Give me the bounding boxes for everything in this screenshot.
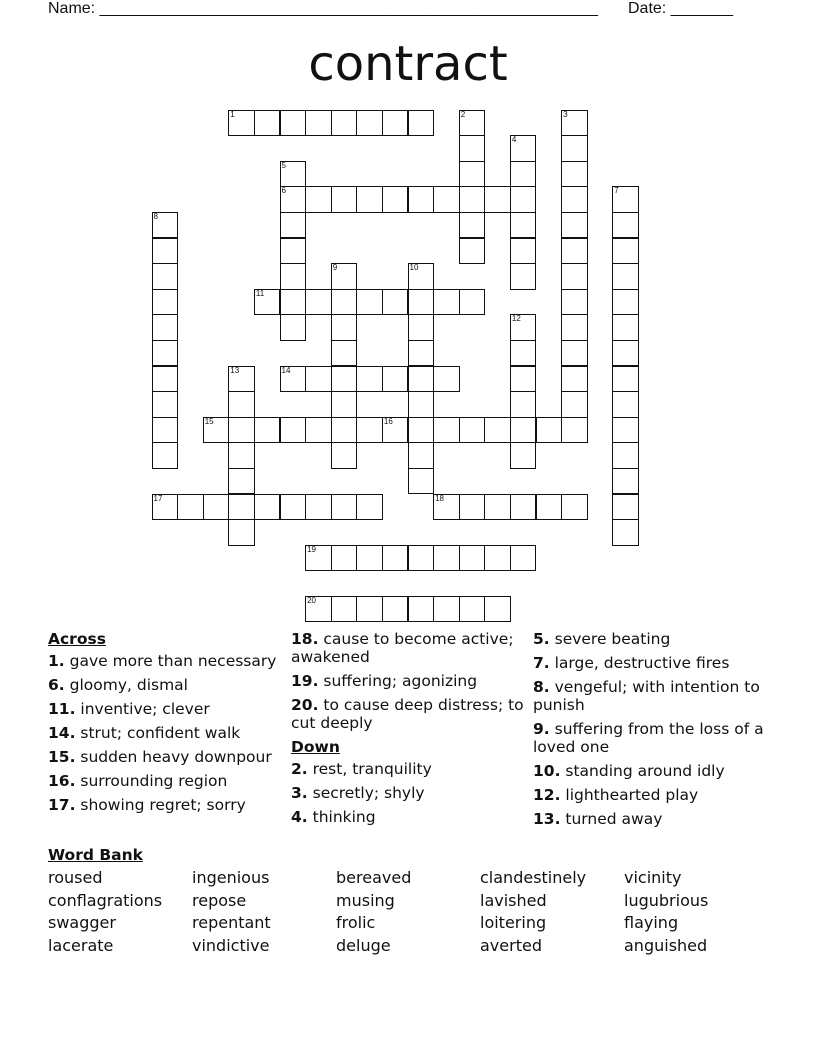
word-bank-item: clandestinely — [480, 868, 587, 887]
grid-cell[interactable] — [484, 494, 511, 521]
grid-cell[interactable] — [433, 545, 460, 572]
grid-cell[interactable] — [203, 494, 230, 521]
grid-cell[interactable] — [561, 238, 588, 265]
grid-cell[interactable] — [331, 289, 358, 316]
grid-cell[interactable] — [561, 161, 588, 188]
word-bank-item: lugubrious — [624, 890, 709, 910]
grid-cell[interactable] — [459, 494, 486, 521]
grid-cell[interactable] — [561, 135, 588, 162]
word-bank-item: repentant — [192, 913, 271, 933]
grid-cell[interactable] — [382, 596, 409, 623]
grid-cell[interactable] — [484, 186, 511, 213]
grid-cell[interactable] — [280, 212, 307, 239]
clue-number: 14 — [281, 365, 291, 375]
clue-number: 20 — [307, 595, 316, 605]
down-clue: 3. secretly; shyly — [291, 784, 425, 802]
grid-cell[interactable] — [228, 366, 255, 393]
down-clue: 12. lighthearted play — [533, 786, 699, 804]
clue-number: 6 — [281, 186, 286, 196]
grid-cell[interactable] — [331, 442, 358, 469]
grid-cell[interactable] — [382, 186, 409, 213]
grid-cell[interactable] — [152, 442, 179, 469]
clue-number: 7 — [614, 186, 619, 196]
grid-cell[interactable] — [612, 417, 639, 444]
grid-cell[interactable] — [510, 340, 537, 367]
grid-cell[interactable] — [561, 391, 588, 418]
grid-cell[interactable] — [305, 289, 332, 316]
grid-cell[interactable] — [433, 186, 460, 213]
clue-number: 15 — [204, 416, 214, 426]
clue-number: 8 — [153, 211, 158, 221]
grid-cell[interactable] — [356, 110, 383, 137]
clue-number: 9 — [332, 263, 338, 273]
grid-cell[interactable] — [459, 238, 486, 265]
grid-cell[interactable] — [254, 289, 281, 316]
grid-cell[interactable] — [356, 186, 383, 213]
grid-cell[interactable] — [484, 545, 511, 572]
grid-cell[interactable] — [408, 340, 435, 367]
grid-cell[interactable] — [408, 186, 435, 213]
grid-cell[interactable] — [484, 417, 511, 444]
grid-cell[interactable] — [152, 494, 179, 521]
grid-cell[interactable] — [152, 238, 179, 265]
grid-cell[interactable] — [459, 161, 486, 188]
grid-cell[interactable] — [331, 417, 358, 444]
grid-cell[interactable] — [331, 314, 358, 341]
grid-cell[interactable] — [561, 494, 588, 521]
grid-cell[interactable] — [459, 596, 486, 623]
grid-cell[interactable] — [561, 366, 588, 393]
grid-cell[interactable] — [612, 314, 639, 341]
across-clue: 18. cause to become active; awakened — [291, 630, 514, 666]
grid-cell[interactable] — [459, 110, 486, 137]
grid-cell[interactable] — [408, 110, 435, 137]
across-clue: 11. inventive; clever — [48, 700, 210, 718]
grid-cell[interactable] — [331, 545, 358, 572]
grid-cell[interactable] — [561, 417, 588, 444]
grid-cell[interactable] — [510, 212, 537, 239]
grid-cell[interactable] — [356, 289, 383, 316]
across-clue: 17. showing regret; sorry — [48, 796, 246, 814]
grid-cell[interactable] — [280, 494, 307, 521]
date-label: Date: _______ — [628, 0, 733, 17]
grid-cell[interactable] — [561, 289, 588, 316]
grid-cell[interactable] — [356, 366, 383, 393]
grid-cell[interactable] — [228, 442, 255, 469]
grid-cell[interactable] — [612, 238, 639, 265]
grid-cell[interactable] — [408, 442, 435, 469]
grid-cell[interactable] — [280, 110, 307, 137]
grid-cell[interactable] — [280, 238, 307, 265]
grid-cell[interactable] — [510, 494, 537, 521]
grid-cell[interactable] — [561, 314, 588, 341]
grid-cell[interactable] — [203, 417, 230, 444]
grid-cell[interactable] — [510, 366, 537, 393]
grid-cell[interactable] — [510, 417, 537, 444]
down-clue: 10. standing around idly — [533, 762, 725, 780]
grid-cell[interactable] — [561, 263, 588, 290]
grid-cell[interactable] — [228, 391, 255, 418]
clue-number: 13 — [230, 365, 240, 375]
word-bank-item: frolic — [336, 913, 376, 933]
grid-cell[interactable] — [280, 314, 307, 341]
across-clue: 15. sudden heavy downpour — [48, 748, 272, 766]
grid-cell[interactable] — [331, 596, 358, 623]
grid-cell[interactable] — [561, 340, 588, 367]
grid-cell[interactable] — [459, 417, 486, 444]
grid-cell[interactable] — [382, 545, 409, 572]
grid-cell[interactable] — [228, 417, 255, 444]
across-clue: 20. to cause deep distress; to cut deeply — [291, 696, 524, 732]
clue-number: 10 — [409, 263, 419, 273]
grid-cell[interactable] — [305, 366, 332, 393]
grid-cell[interactable] — [305, 494, 332, 521]
grid-cell[interactable] — [254, 110, 281, 137]
grid-cell[interactable] — [382, 110, 409, 137]
grid-cell[interactable] — [331, 110, 358, 137]
across-clues — [48, 630, 283, 820]
grid-cell[interactable] — [280, 186, 307, 213]
clue-number: 16 — [383, 416, 393, 426]
grid-cell[interactable] — [152, 417, 179, 444]
page-title: contract — [308, 36, 508, 92]
grid-cell[interactable] — [382, 366, 409, 393]
clue-number: 3 — [563, 109, 568, 119]
across-clue: 6. gloomy, dismal — [48, 676, 188, 694]
word-bank-item: vindictive — [192, 935, 270, 955]
grid-cell[interactable] — [408, 289, 435, 316]
grid-cell[interactable] — [612, 468, 639, 495]
grid-cell[interactable] — [228, 494, 255, 521]
grid-cell[interactable] — [356, 545, 383, 572]
clue-number: 18 — [435, 493, 444, 503]
grid-cell[interactable] — [152, 340, 179, 367]
clue-number: 5 — [281, 160, 286, 170]
grid-cell[interactable] — [561, 212, 588, 239]
grid-cell[interactable] — [280, 289, 307, 316]
down-clue: 5. severe beating — [533, 630, 671, 648]
across-clue: 19. suffering; agonizing — [291, 672, 478, 690]
word-bank-item: swagger — [48, 913, 116, 933]
grid-cell[interactable] — [510, 186, 537, 213]
word-bank-item: averted — [480, 935, 542, 955]
grid-cell[interactable] — [305, 417, 332, 444]
word-bank-item: conflagrations — [48, 890, 163, 910]
grid-cell[interactable] — [433, 417, 460, 444]
grid-cell[interactable] — [612, 494, 639, 521]
word-bank-item: anguished — [624, 935, 708, 955]
grid-cell[interactable] — [382, 289, 409, 316]
grid-cell[interactable] — [612, 519, 639, 546]
grid-cell[interactable] — [152, 212, 179, 239]
grid-cell[interactable] — [356, 417, 383, 444]
name-label: Name: ________________________________________________________ — [48, 0, 598, 17]
down-clue: 7. large, destructive fires — [533, 654, 730, 672]
grid-cell[interactable] — [408, 596, 435, 623]
clue-number: 11 — [255, 288, 265, 298]
grid-cell[interactable] — [433, 494, 460, 521]
word-bank-item: lacerate — [48, 935, 114, 955]
grid-cell[interactable] — [280, 263, 307, 290]
grid-cell[interactable] — [408, 391, 435, 418]
word-bank-item: ingenious — [192, 868, 270, 887]
grid-cell[interactable] — [356, 494, 383, 521]
grid-cell[interactable] — [612, 289, 639, 316]
grid-cell[interactable] — [382, 417, 409, 444]
grid-cell[interactable] — [254, 417, 281, 444]
grid-cell[interactable] — [433, 366, 460, 393]
grid-cell[interactable] — [408, 263, 435, 290]
grid-cell[interactable] — [510, 391, 537, 418]
grid-cell[interactable] — [561, 110, 588, 137]
clue-number: 12 — [511, 314, 521, 324]
word-bank-item: repose — [192, 890, 247, 910]
word-bank-item: vicinity — [624, 868, 682, 887]
clue-number: 19 — [307, 544, 316, 554]
grid-cell[interactable] — [536, 494, 563, 521]
grid-cell[interactable] — [510, 545, 537, 572]
grid-cell[interactable] — [612, 212, 639, 239]
grid-cell[interactable] — [228, 468, 255, 495]
word-bank-item: loitering — [480, 913, 547, 933]
grid-cell[interactable] — [484, 596, 511, 623]
grid-cell[interactable] — [612, 442, 639, 469]
grid-cell[interactable] — [331, 494, 358, 521]
down-clue: 2. rest, tranquility — [291, 760, 432, 778]
grid-cell[interactable] — [510, 442, 537, 469]
grid-cell[interactable] — [459, 545, 486, 572]
down-clue: 4. thinking — [291, 808, 376, 826]
grid-cell[interactable] — [408, 468, 435, 495]
grid-cell[interactable] — [331, 186, 358, 213]
word-bank-item: deluge — [336, 935, 391, 955]
down-clue: 13. turned away — [533, 810, 663, 828]
down-clue: 9. suffering from the loss of a loved one — [533, 720, 764, 756]
across-clue: 1. gave more than necessary — [48, 652, 277, 670]
down-heading: Down — [291, 738, 340, 756]
grid-cell[interactable] — [228, 110, 255, 137]
down-clue: 8. vengeful; with intention to punish — [533, 678, 760, 714]
grid-cell[interactable] — [280, 366, 307, 393]
grid-cell[interactable] — [305, 545, 332, 572]
across-clue: 16. surrounding region — [48, 772, 228, 790]
word-bank-item: musing — [336, 890, 395, 910]
grid-cell[interactable] — [459, 289, 486, 316]
grid-cell[interactable] — [228, 519, 255, 546]
grid-cell[interactable] — [177, 494, 204, 521]
grid-cell[interactable] — [356, 596, 383, 623]
grid-cell[interactable] — [254, 494, 281, 521]
grid-cell[interactable] — [459, 135, 486, 162]
grid-cell[interactable] — [433, 596, 460, 623]
word-bank-item: flaying — [624, 913, 679, 933]
grid-cell[interactable] — [305, 186, 332, 213]
clue-number: 17 — [153, 493, 163, 503]
grid-cell[interactable] — [612, 340, 639, 367]
grid-cell[interactable] — [152, 263, 179, 290]
grid-cell[interactable] — [331, 340, 358, 367]
grid-cell[interactable] — [408, 417, 435, 444]
grid-cell[interactable] — [536, 417, 563, 444]
grid-cell[interactable] — [510, 135, 537, 162]
grid-cell[interactable] — [280, 161, 307, 188]
grid-cell[interactable] — [510, 238, 537, 265]
word-bank-item: lavished — [480, 890, 547, 910]
grid-cell[interactable] — [152, 366, 179, 393]
grid-cell[interactable] — [152, 289, 179, 316]
grid-cell[interactable] — [612, 366, 639, 393]
grid-cell[interactable] — [331, 391, 358, 418]
across-clues-cont — [291, 630, 526, 832]
grid-cell[interactable] — [331, 366, 358, 393]
grid-cell[interactable] — [510, 263, 537, 290]
grid-cell[interactable] — [510, 161, 537, 188]
grid-cell[interactable] — [459, 186, 486, 213]
word-bank-heading: Word Bank — [48, 846, 143, 864]
grid-cell[interactable] — [331, 263, 358, 290]
grid-cell[interactable] — [280, 417, 307, 444]
grid-cell[interactable] — [433, 289, 460, 316]
grid-cell[interactable] — [152, 391, 179, 418]
grid-cell[interactable] — [612, 391, 639, 418]
grid-cell[interactable] — [408, 366, 435, 393]
clue-number: 2 — [460, 109, 466, 119]
across-clue: 14. strut; confident walk — [48, 724, 241, 742]
grid-cell[interactable] — [612, 186, 639, 213]
clue-number: 1 — [230, 109, 235, 119]
grid-cell[interactable] — [408, 545, 435, 572]
grid-cell[interactable] — [612, 263, 639, 290]
word-bank-item: roused — [48, 868, 103, 887]
grid-cell[interactable] — [510, 314, 537, 341]
grid-cell[interactable] — [152, 314, 179, 341]
grid-cell[interactable] — [459, 212, 486, 239]
grid-cell[interactable] — [561, 186, 588, 213]
across-heading: Across — [48, 630, 106, 648]
grid-cell[interactable] — [408, 314, 435, 341]
clue-number: 4 — [511, 135, 517, 145]
grid-cell[interactable] — [305, 110, 332, 137]
grid-cell[interactable] — [305, 596, 332, 623]
word-bank-item: bereaved — [336, 868, 412, 887]
down-clues-cont — [533, 630, 773, 834]
